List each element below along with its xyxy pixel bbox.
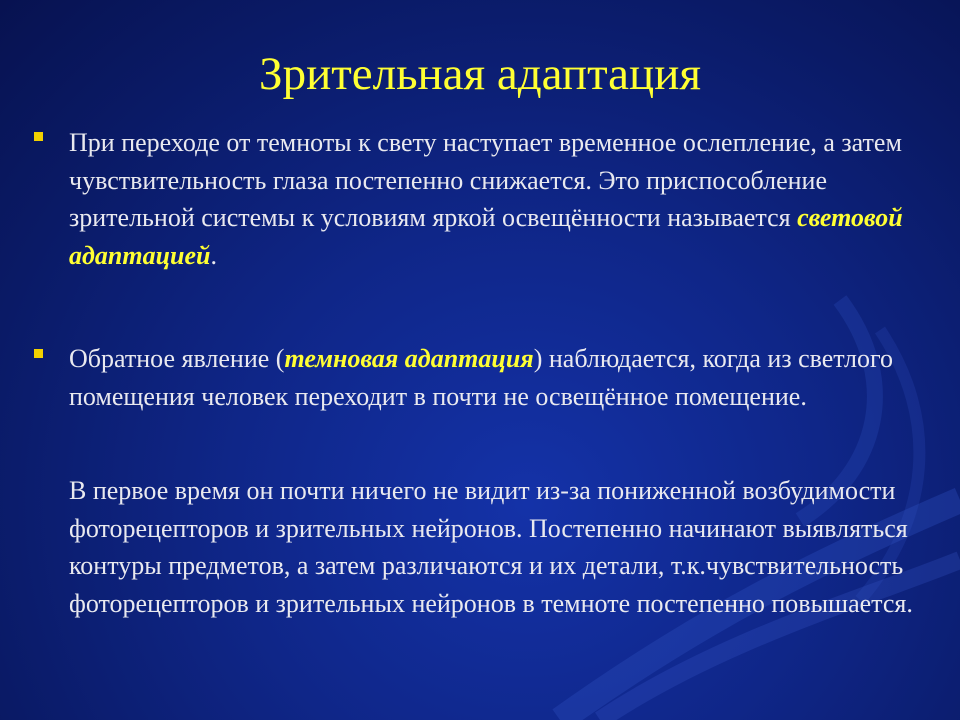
bullet-2-text: Обратное явление ( <box>69 344 285 373</box>
continuation-paragraph: В первое время он почти ничего не видит из-за пониженной возбудимости фоторецепторов и зрительных нейронов. Постепенно начинают выявляться контуры предметов, а затем различаются и их детали, т.к.чувствительность фоторецепторов и зрительных нейронов в темноте постепенно повышается. <box>69 476 913 618</box>
bullet-1-text: При переходе от темноты к свету наступает временное ослепление, а затем чувствительность глаза постепенно снижается. Это приспособление зрительной системы к условиям яркой освещённости называется <box>69 128 902 232</box>
bullet-paragraph-2 <box>69 340 949 415</box>
bullet-paragraph-1 <box>69 124 949 274</box>
bullet-2-emphasis: темновая адаптация <box>284 344 534 373</box>
bullet-marker-2 <box>34 349 43 358</box>
bullet-marker-1 <box>34 132 43 141</box>
bullet-1-text-end: . <box>210 240 218 270</box>
bullet-1-emphasis: световой адаптацией <box>69 203 903 270</box>
slide-title: Зрительная адаптация <box>259 48 701 100</box>
bullet-2-text-end: ) наблюдается, когда из светлого помещения человек переходит в почти не освещённое помещение. <box>69 344 894 411</box>
